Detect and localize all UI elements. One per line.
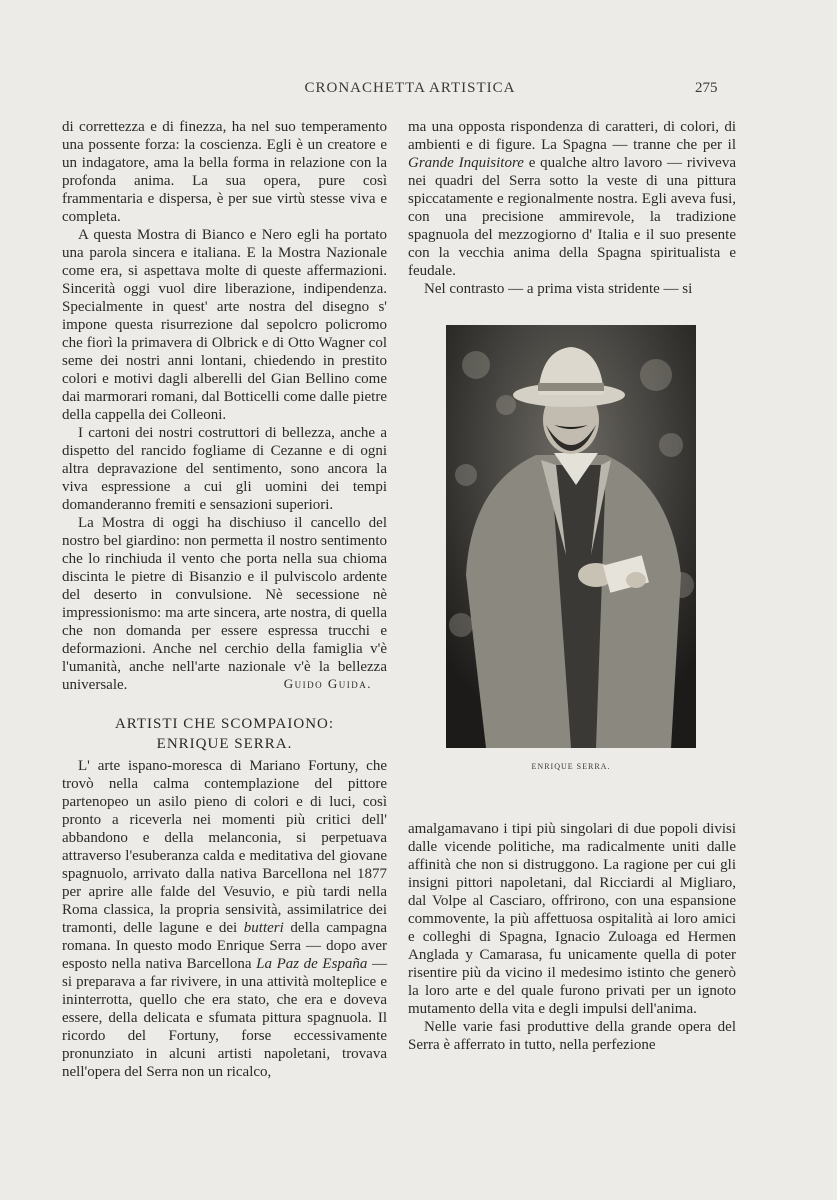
left-column-bottom <box>62 757 387 1081</box>
photo-caption: ENRIQUE SERRA. <box>531 762 611 771</box>
author-signature: Guido Guida. <box>283 676 372 691</box>
running-header-title: CRONACHETTA ARTISTICA <box>304 80 516 96</box>
paragraph: Nel contrasto — a prima vista stridente — si <box>424 281 693 297</box>
italic-title: La Paz de España <box>256 956 368 972</box>
section-title-line-2: ENRIQUE SERRA. <box>156 736 293 752</box>
section-title <box>62 714 387 754</box>
text-run: della campagna romana. In questo modo Enrique Serra — dopo aver esposto nella nativa Barcellona <box>62 920 387 972</box>
right-column-bottom <box>408 820 736 1054</box>
paragraph <box>62 757 387 1081</box>
italic-term: butteri <box>243 920 284 936</box>
section-title-line-1: ARTISTI CHE SCOMPAIONO: <box>114 716 335 732</box>
paragraph: I cartoni dei nostri costruttori di bellezza, anche a dispetto del rancido fogliame di Cezanne e di ogni altra depravazione del sentimento, sono ancora la viva espressione a cui gli uomini dei tempi domanderanno fremiti e sensazioni superiori. <box>62 425 387 513</box>
right-column-top <box>408 118 736 298</box>
paragraph: La Mostra di oggi ha dischiuso il cancello del nostro bel giardino: non permetta il nostro sentimento che lo rinchiuda il vento che porta nella sua chioma discinta le pietre di Bisanzio e il pulviscolo ardente del deserto in convulsione. Nè secessione nè impressionismo: ma arte sincera, arte nostra, di quella che non domanda per essere espressa trucchi e deformazioni. Anche nel cerchio della famiglia v'è l'umanità, anche nell'arte nazionale v'è la bellezza universale. <box>62 515 387 693</box>
paragraph: Nelle varie fasi produttive della grande opera del Serra è afferrato in tutto, nella perfezione <box>408 1019 736 1053</box>
italic-title: Grande Inquisitore <box>408 155 524 171</box>
paragraph <box>408 118 736 280</box>
portrait-photo <box>446 325 696 748</box>
paragraph: di correttezza e di finezza, ha nel suo temperamento una possente forza: la coscienza. Egli è un creatore e un indagatore, ama la bella forma in relazione con la profonda anima. La sua opera, pure così frammentaria e dispersa, è per sue virtù stesse viva e completa. <box>62 119 387 225</box>
text-run: e qualche altro lavoro — riviveva nei quadri del Serra sotto la veste di una pittura spiccatamente e regionalmente nostra. Egli aveva fusi, con una precisione ammirevole, la tradizione spagnuola del mezzogiorno d' Italia e il suo presente con la vecchia anima della Spagna spiritualista e feudale. <box>408 155 736 279</box>
text-run: ma una opposta rispondenza di caratteri, di colori, di ambienti e di figure. La Spagna — tranne che per il <box>408 119 736 153</box>
paragraph: amalgamavano i tipi più singolari di due popoli divisi dalle vicende politiche, ma radicalmente uniti dalle affinità che non si distruggono. La ragione per cui gli insigni pittori napoletani, dal Ricciardi al Migliaro, dal Volpe al Casciaro, offrirono, con una espansione commovente, la più affettuosa ospitalità ai loro amici e colleghi di Spagna, Ignacio Zuloaga ed Hermen Anglada y Camarasa, fu unicamente quella di poter risentire più da vicino il medesimo istinto che generò la loro arte e del quale furono privati per un ignoto mutamento della vita e degli impulsi dell'anima. <box>408 821 736 1017</box>
text-run: — si preparava a far rivivere, in una attività molteplice e ininterrotta, quello che era stato, che era e doveva essere, della delicata e sfumata pittura spagnuola. Il ricordo del Fortuny, forse eccessivamente pronunziato in alcuni artisti napoletani, trovava nell'opera del Serra non un ricalco, <box>62 956 388 1080</box>
left-column-top <box>62 118 387 694</box>
page-number: 275 <box>695 80 718 96</box>
portrait-illustration <box>446 325 696 748</box>
text-run: L' arte ispano-moresca di Mariano Fortuny, che trovò nella calma contemplazione del pittore partenopeo un asilo pieno di colori e di luci, così pronto a riceverla nei momenti più critici dell' abbandono e della melanconia, si perpetuava attraverso l'esuberanza calda e meditativa del giovane spagnuolo, arrivato dalla nativa Barcellona nel 1877 per aprire alle falde del Vesuvio, e più tardi nella Roma classica, la propria sensività, assimilatrice dei tramonti, delle lagune e dei <box>62 758 387 936</box>
paragraph: A questa Mostra di Bianco e Nero egli ha portato una parola sincera e italiana. E la Mostra Nazionale come era, si aspettava molte di queste affermazioni. Sincerità oggi vuol dire liberazione, indipendenza. Specialmente in quest' arte nostra del disegno s' impone questa risurrezione dal sepolcro policromo che fiorì la primavera di Olbrick e di Otto Wagner col seme dei nostri anni lontani, chiedendo in prestito colori e motivi dagli alberelli del Gian Bellino come dai marmorari romani, dal Botticelli come dalle pietre della cappella dei Colleoni. <box>62 227 387 423</box>
